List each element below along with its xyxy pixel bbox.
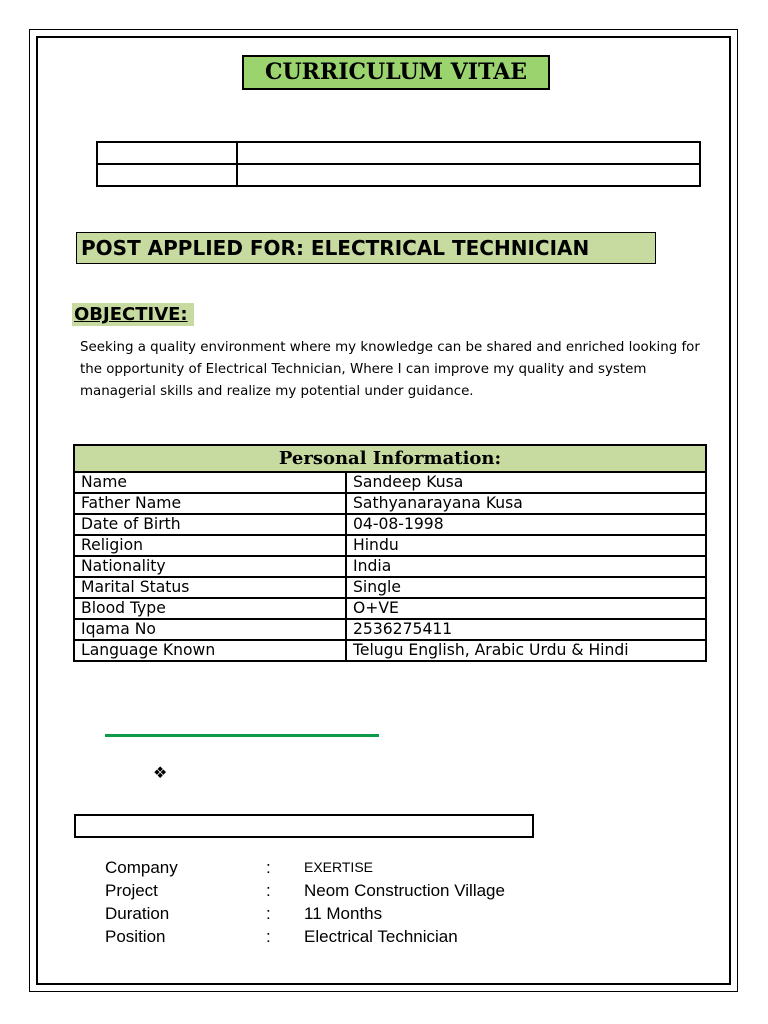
row-value: 11 Months <box>304 904 383 923</box>
post-applied-heading: POST APPLIED FOR: ELECTRICAL TECHNICIAN <box>76 232 656 264</box>
row-label: Name <box>74 472 346 493</box>
blank-header-table <box>96 141 701 187</box>
row-value: Sandeep Kusa <box>346 472 706 493</box>
objective-text: Seeking a quality environment where my knowledge can be shared and enriched looking for the opportunity of Electrical Technician, Where I can improve my quality and system managerial skills and realize my potential under guidance. <box>80 340 700 399</box>
row-label: Project <box>105 881 158 900</box>
row-value: Neom Construction Village <box>304 881 505 900</box>
table-row <box>97 142 700 164</box>
row-value: Single <box>346 577 706 598</box>
row-separator: : <box>266 881 271 900</box>
row-value: O+VE <box>346 598 706 619</box>
diamond-bullet-icon: ❖ <box>153 763 168 782</box>
table-row <box>74 619 706 640</box>
row-label: Position <box>105 927 166 946</box>
table-cell <box>97 142 237 164</box>
table-row <box>74 514 706 535</box>
row-label: Language Known <box>74 640 346 661</box>
table-row <box>74 493 706 514</box>
objective-heading: OBJECTIVE: <box>72 303 194 326</box>
row-value: 2536275411 <box>346 619 706 640</box>
table-row <box>74 577 706 598</box>
row-separator: : <box>266 858 271 877</box>
table-row <box>74 598 706 619</box>
table-row <box>74 640 706 661</box>
row-label: Date of Birth <box>74 514 346 535</box>
row-label: Marital Status <box>74 577 346 598</box>
row-value: Electrical Technician <box>304 927 458 946</box>
table-cell <box>237 142 700 164</box>
row-label: Company <box>105 858 178 877</box>
row-label: Religion <box>74 535 346 556</box>
row-value: 04-08-1998 <box>346 514 706 535</box>
table-row <box>74 472 706 493</box>
row-value: Hindu <box>346 535 706 556</box>
table-cell <box>237 164 700 186</box>
row-label: Nationality <box>74 556 346 577</box>
row-label: Iqama No <box>74 619 346 640</box>
row-value: India <box>346 556 706 577</box>
personal-info-table <box>73 444 707 662</box>
row-label: Blood Type <box>74 598 346 619</box>
table-row <box>74 535 706 556</box>
table-row <box>74 556 706 577</box>
row-value: Telugu English, Arabic Urdu & Hindi <box>346 640 706 661</box>
cv-title: CURRICULUM VITAE <box>242 55 550 90</box>
row-separator: : <box>266 927 271 946</box>
row-value: EXERTISE <box>304 859 373 875</box>
table-header-row <box>74 445 706 472</box>
empty-heading-box <box>74 814 534 838</box>
personal-info-heading: Personal Information: <box>74 445 706 472</box>
row-label: Father Name <box>74 493 346 514</box>
table-row <box>97 164 700 186</box>
row-value: Sathyanarayana Kusa <box>346 493 706 514</box>
table-cell <box>97 164 237 186</box>
row-separator: : <box>266 904 271 923</box>
section-divider-line <box>105 734 379 737</box>
row-label: Duration <box>105 904 170 923</box>
